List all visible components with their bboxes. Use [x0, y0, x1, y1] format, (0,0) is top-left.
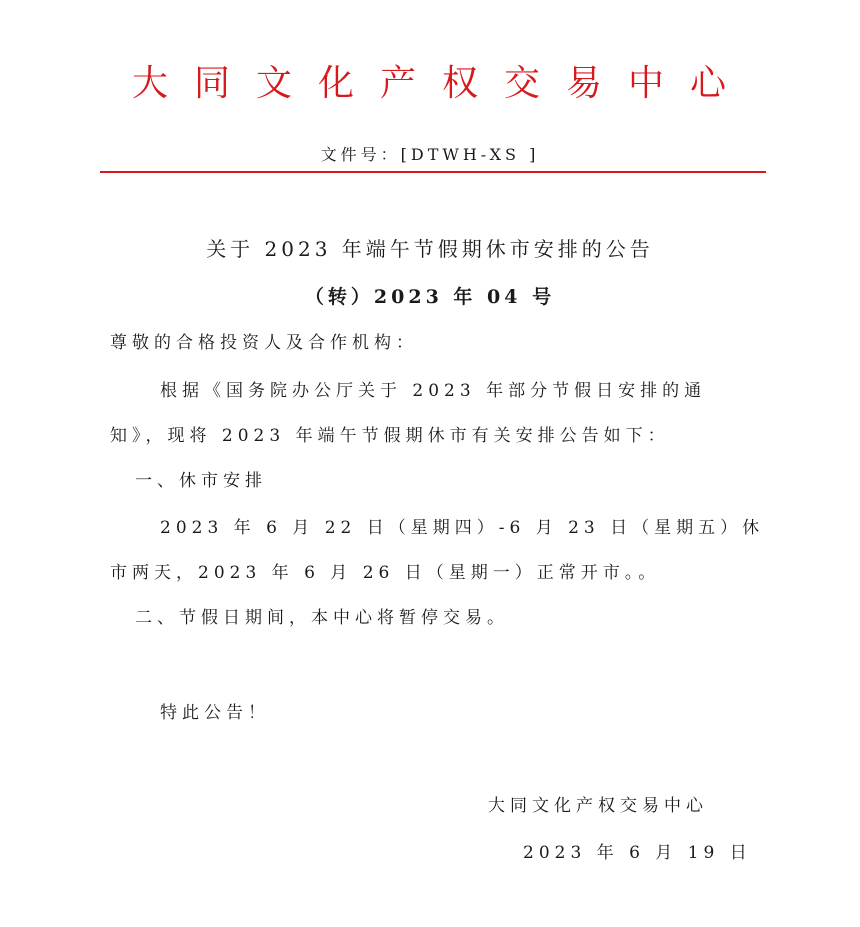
section-2-paragraph: 二、节假日期间，本中心将暂停交易。	[135, 608, 509, 628]
section-1-heading: 一、休市安排	[135, 471, 267, 491]
section-1-paragraph-line-1: 2023 年 6 月 22 日（星期四）-6 月 23 日（星期五）休	[160, 518, 765, 538]
organization-header: 大同文化产权交易中心	[131, 63, 752, 104]
notice-number: （转）2023 年 04 号	[304, 286, 556, 308]
intro-paragraph-line-2: 知》，现将 2023 年端午节假期休市有关安排公告如下：	[110, 426, 670, 446]
closing-statement: 特此公告！	[160, 703, 270, 723]
salutation: 尊敬的合格投资人及合作机构：	[110, 333, 418, 353]
section-1-paragraph-line-2: 市两天，2023 年 6 月 26 日（星期一）正常开市。。	[110, 563, 661, 583]
notice-title: 关于 2023 年端午节假期休市安排的公告	[206, 237, 654, 261]
signature-organization: 大同文化产权交易中心	[488, 796, 708, 816]
file-number: 文件号：[DTWH-XS ]	[320, 145, 540, 164]
signature-date: 2023 年 6 月 19 日	[523, 843, 752, 863]
header-divider	[100, 171, 766, 173]
intro-paragraph-line-1: 根据《国务院办公厅关于 2023 年部分节假日安排的通	[160, 381, 707, 401]
